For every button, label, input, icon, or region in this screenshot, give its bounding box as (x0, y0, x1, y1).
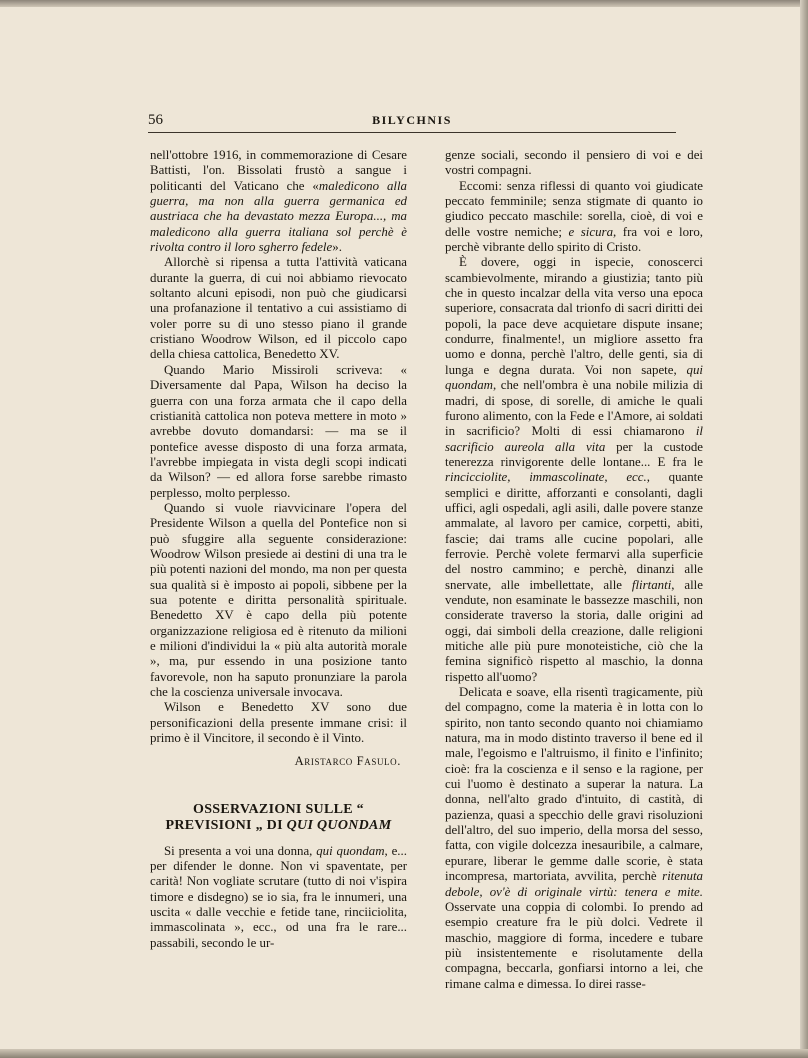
paragraph (445, 685, 703, 992)
page-edge-bottom (0, 1049, 808, 1058)
paragraph: genze sociali, secondo il pensiero di voi e dei vostri compagni. (445, 148, 703, 178)
page-edge-right (800, 0, 808, 1058)
running-head: BILYCHNIS (372, 113, 452, 127)
paragraph-text: nell'ottobre 1916, in commemorazione di Cesare Battisti, l'on. Bissolati frustò a sangue i politicanti del Vaticano che « (150, 148, 407, 193)
paragraph-text: , quante semplici e diritte, afforzanti e consolanti, dagli uffici, agli ospedali, agli asili, dalle povere stanze ammalate, al lavoro per camice, corpetti, abiti, fascie; dai trams alle cucine popolari, alle ferrovie. Perchè volete fermarvi alla superficie del nostro cammino; e perchè, dinanzi alle snervate, alle imbellettate, alle (445, 470, 703, 592)
page-edge-top (0, 0, 808, 7)
page-number: 56 (148, 112, 163, 128)
paragraph-text: , alle vendute, non esaminate le bassezze maschili, non considerate traverso la storia, dalle origini ad oggi, dai simboli della creazione, dalle religioni mitiche alle più pure monoteistiche, ciò che la femina significò rispetto al maschio, la donna rispetto all'uomo? (445, 577, 703, 684)
right-column (445, 148, 703, 992)
paragraph-text: Osservate una coppia di colombi. Io prendo ad esempio creature fra le più dolci. Vedrete il maschio, maggiore di forma, incedere e tubare più insistentemente e risolutamente della compagna, beccarla, gonfiarsi intorno a lei, che rimane calma e dimessa. Io direi rasse- (445, 899, 703, 991)
italic-text: e sicura (568, 224, 614, 239)
paragraph-text: , che nell'ombra è una nobile milizia di madri, di spose, di sorelle, di amiche le quali furono alimento, con la Fede e l'Amore, ai soldati in sacrificio? Molti di essi chiamarono (445, 378, 703, 439)
paragraph-text: ». (332, 240, 342, 255)
section-title (150, 802, 407, 834)
italic-text: il sacrificio aureola alla vita (445, 424, 703, 454)
paragraph-text: , e... per difender le donne. Non vi spaventate, per carità! Non vogliate scrutare (tutto di noi v'ispira timore e disdegno) se io sia, fra le innumeri, una uscita « dalle vecchie e fetide tane, rinciiciolita, immascolinata », ecc., od una fra le rare... passabili, secondo le ur- (150, 843, 407, 950)
page-header (148, 110, 676, 134)
italic-quote: maledicono alla guerra, ma non alla guerra germanica ed austriaca che ha devastato mezza Europa..., ma maledicono alla guerra italiana sol perchè è rivolta contro il loro sgherro fedele (150, 178, 408, 255)
paragraph-text: Eccomi: senza riflessi di quanto voi giudicate peccato femminile; senza stigmate di quanto io giudico peccato maschile: sorella, cioè, di voi e delle vostre nemiche; (445, 178, 703, 239)
paragraph: Allorchè si ripensa a tutta l'attività vaticana durante la guerra, di cui noi abbiamo rievocato soltanto alcuni episodi, non può che giudicarsi una profanazione il tentativo a cui assistiamo di voler porre su di uno stesso piano il grande cristiano Woodrow Wilson, ed il piccolo capo della chiesa cattolica, Benedetto XV. (150, 255, 407, 362)
paragraph (445, 179, 703, 256)
section-title-text: OSSERVAZIONI SULLE “ PREVISIONI „ DI (165, 801, 364, 833)
italic-text: rincicciolite, immascolinate, ecc. (445, 470, 647, 485)
paragraph-text: per la custode tenerezza rinvigorente delle lontane... E fra le (445, 439, 703, 469)
paragraph-text: Delicata e soave, ella risentì tragicamente, più del compagno, come la materia è in lotta con lo spirito, non tanto secondo quanto noi chiamiamo natura, ma in modo distinto traverso il bene ed il male, l'egoismo e l'altruismo, il finito e l'infinito; cioè: fra la coscienza e il senso e la ragione, per cui l'uomo è destinato a superar la natura. La donna, nell'alto grado d'intuito, di castità, di pazienza, quasi a specchio delle gravi risoluzioni dell'altro, del suo imperio, della morsa del sesso, fatta, con vigile dolcezza inesauribile, a calmare, epurare, liberar le gemme dalle scorie, è stata incompresa, martoriata, avvilita, perchè (445, 685, 703, 884)
paragraph-text: È dovere, oggi in ispecie, conoscerci scambievolmente, mirando a giustizia; tanto più che in questo incalzar della vita verso una epoca superiore, consacrata dal trionfo di sacri diritti dei popoli, la pace deve acquietare dispute insane; condurre, finalmente!, un migliore assetto fra uomo e donna, perchè l'altro, delle genti, sia di lunga e degna durata. Voi non sapete, (445, 255, 703, 377)
paragraph: Quando si vuole riavvicinare l'opera del Presidente Wilson a quella del Pontefice non si può sfuggire alla seguente considerazione: Woodrow Wilson presiede ai destini di una tra le più potenti nazioni del mondo, ma non per questa sua qualità si è imposto ai popoli, sibbene per la sua potente e diritta personalità spirituale. Benedetto XV è capo della più potente organizzazione religiosa ed è ritenuto da milioni e milioni d'individui la « più alta autorità morale », ma, pur essendo in una posizione tanto favorevole, non ha saputo pronunziare la parola che la coscienza universale invocava. (150, 500, 407, 700)
italic-text: qui quondam (445, 362, 703, 393)
left-column (150, 148, 407, 951)
italic-text: ritenuta debole, ov'è di originale virtù: tenera e mite. (445, 869, 703, 899)
author-signature: Aristarco Fasulo. (294, 754, 401, 769)
paragraph-text: , fra voi e loro, perchè vibrante dello spirito di Cristo. (445, 224, 703, 255)
section-title-italic: QUI QUONDAM (286, 817, 392, 833)
italic-text: qui quondam (316, 843, 385, 858)
header-rule (148, 132, 676, 133)
paragraph: Wilson e Benedetto XV sono due personificazioni della presente immane crisi: il primo è il Vincitore, il secondo è il Vinto. (150, 700, 407, 746)
paragraph: Quando Mario Missiroli scriveva: « Diversamente dal Papa, Wilson ha deciso la guerra con una forza armata che il capo della cristianità cattolica non poteva mettere in moto » avrebbe dovuto domandarsi: — ma se il pontefice avesse disposto di una forza armata, l'avrebbe impiegata in vista degli scopi indicati da Wilson? — ed allora forse sarebbe rimasto perplesso, molto perplesso. (150, 362, 407, 500)
italic-text: flirtanti (631, 577, 672, 592)
paragraph (150, 844, 407, 951)
paragraph (445, 255, 703, 685)
paragraph (150, 148, 407, 255)
paragraph-text: Si presenta a voi una donna, (164, 843, 317, 858)
